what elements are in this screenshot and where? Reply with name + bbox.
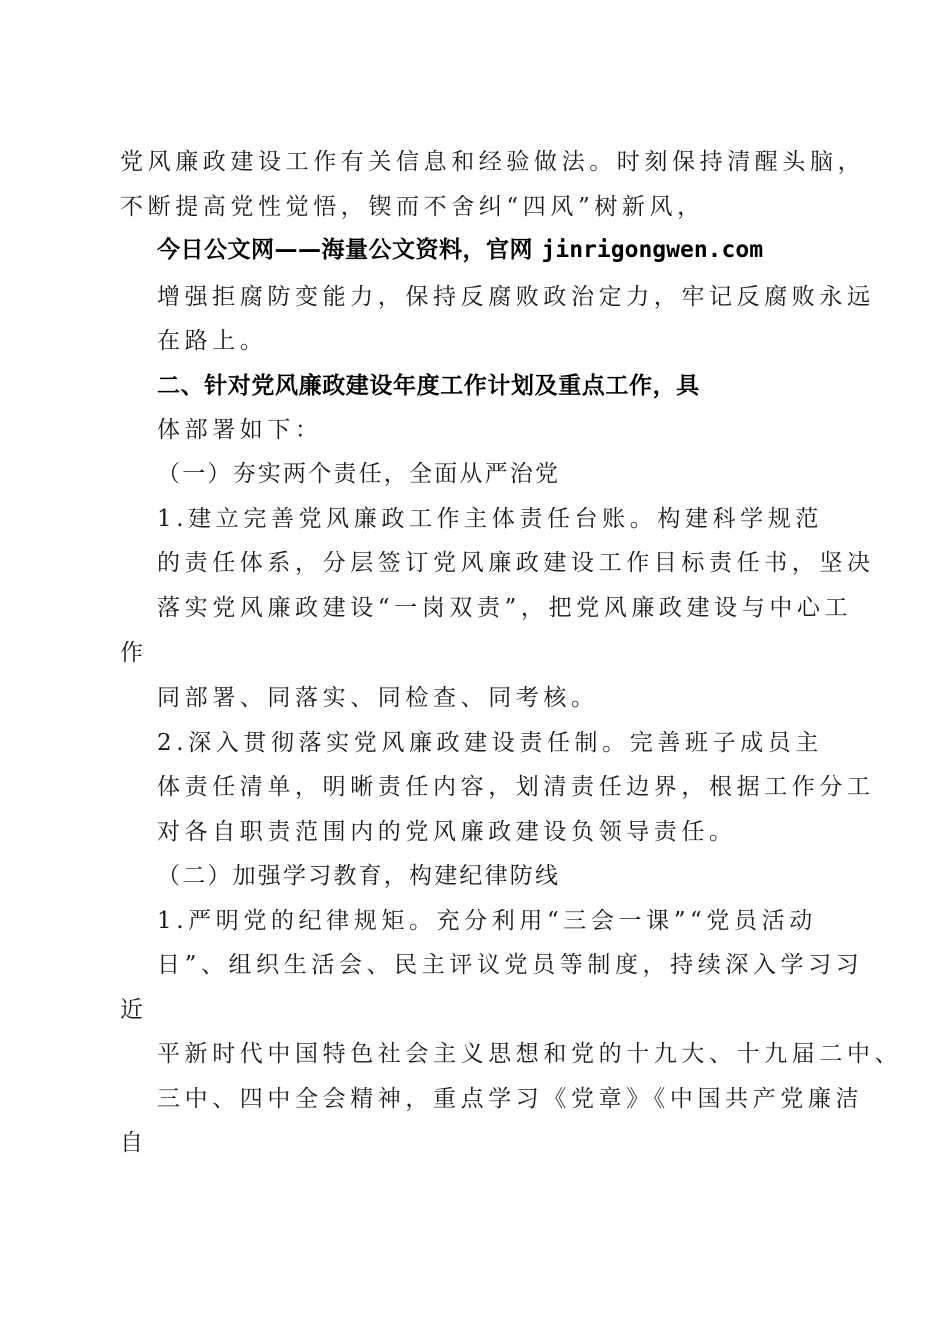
body-text-line: 增强拒腐防变能力，保持反腐败政治定力，牢记反腐败永远 — [157, 284, 875, 310]
body-text-line: 体部署如下： — [157, 417, 323, 443]
subsection-heading: （一）夯实两个责任，全面从严治党 — [157, 461, 561, 487]
section-heading: 二、针对党风廉政建设年度工作计划及重点工作，具 — [157, 373, 700, 399]
subsection-heading: （二）加强学习教育，构建纪律防线 — [157, 863, 561, 889]
body-text-line: 对各自职责范围内的党风廉政建设负领导责任。 — [157, 819, 737, 845]
body-text-line: 作 — [120, 640, 148, 666]
body-text-line: 1.严明党的纪律规矩。充分利用“三会一课”“党员活动 — [157, 908, 817, 934]
body-text-line: 1.建立完善党风廉政工作主体责任台账。构建科学规范 — [157, 506, 823, 532]
body-text-line: 体责任清单，明晰责任内容，划清责任边界，根据工作分工 — [157, 774, 875, 800]
watermark-banner — [157, 235, 763, 265]
body-text-line: 同部署、同落实、同检查、同考核。 — [157, 685, 599, 711]
body-text-line: 近 — [120, 997, 148, 1023]
body-text-line: 平新时代中国特色社会主义思想和党的十九大、十九届二中、 — [157, 1041, 903, 1067]
body-text-line: 自 — [120, 1130, 148, 1156]
body-text-line: 在路上。 — [157, 328, 268, 354]
body-text-line: 日”、组织生活会、民主评议党员等制度，持续深入学习习 — [157, 952, 864, 978]
body-text-line: 落实党风廉政建设“一岗双责”，把党风廉政建设与中心工 — [157, 595, 853, 621]
body-text-line: 的责任体系，分层签订党风廉政建设工作目标责任书，坚决 — [157, 550, 875, 576]
watermark-banner-url: jinrigongwen.com — [541, 237, 764, 263]
body-text-line: 三中、四中全会精神，重点学习《党章》《中国共产党廉洁 — [157, 1086, 864, 1112]
body-text-line: 党风廉政建设工作有关信息和经验做法。时刻保持清醒头脑， — [120, 149, 866, 175]
body-text-line: 2.深入贯彻落实党风廉政建设责任制。完善班子成员主 — [157, 730, 823, 756]
body-text-line: 不断提高党性觉悟，锲而不舍纠“四风”树新风， — [120, 194, 705, 220]
watermark-banner-text: 今日公文网——海量公文资料，官网 — [157, 237, 542, 263]
